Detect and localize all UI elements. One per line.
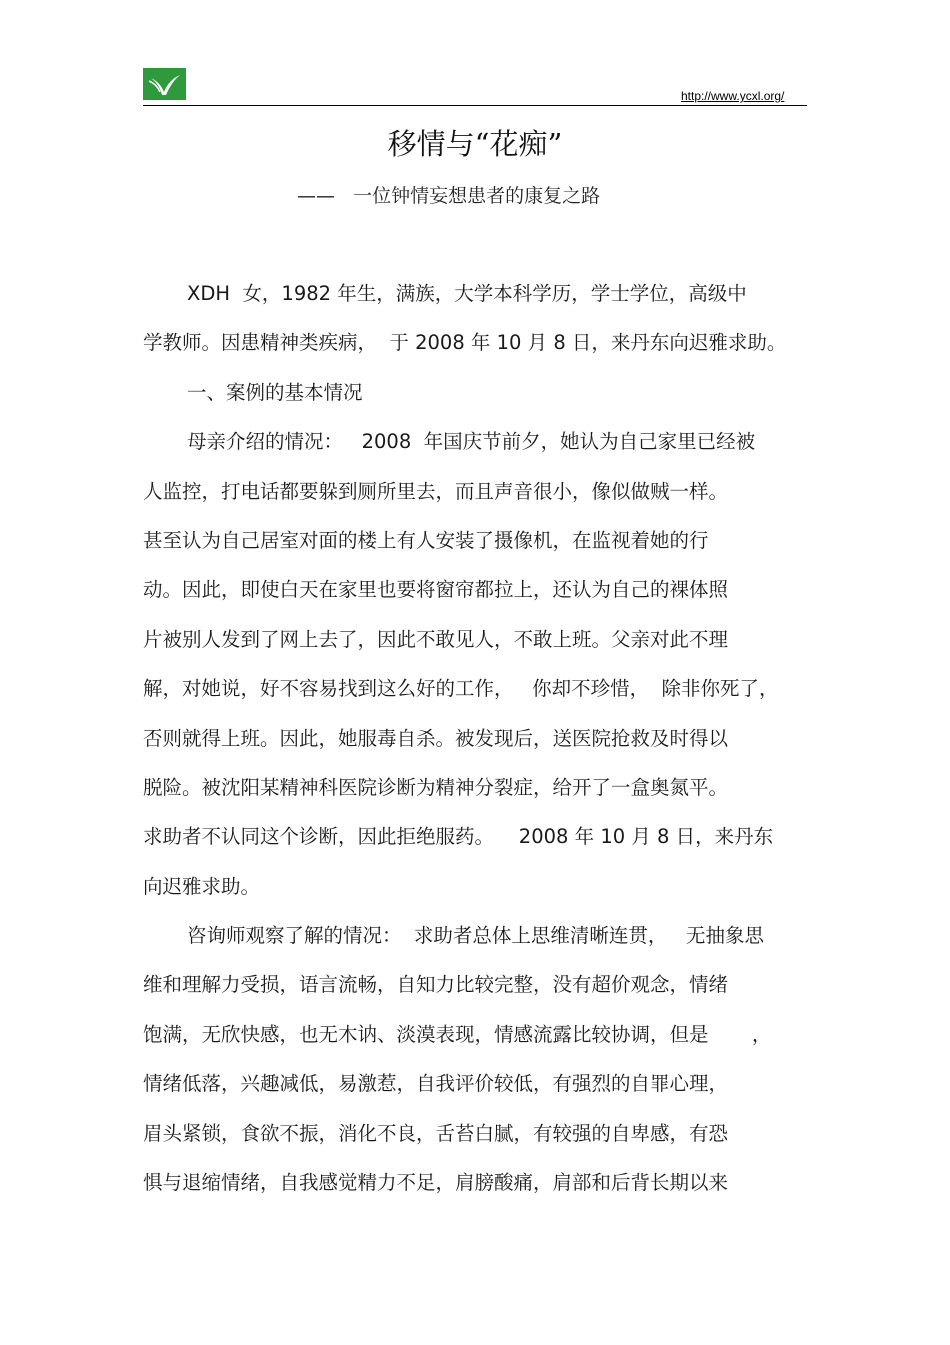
body-line: 咨询师观察了解的情况： 求助者总体上思维清晰连贯， 无抽象思 bbox=[187, 924, 764, 948]
body-line: 惧与退缩情绪，自我感觉精力不足，肩膀酸痛，肩部和后背长期以来 bbox=[143, 1171, 729, 1195]
body-line: 向迟雅求助。 bbox=[143, 874, 261, 898]
document-subtitle: —— 一位钟情妄想患者的康复之路 bbox=[297, 185, 601, 207]
body-line: 解，对她说，好不容易找到这么好的工作， 你却不珍惜， 除非你死了， bbox=[143, 677, 779, 701]
body-line: 眉头紧锁，食欲不振，消化不良，舌苔白腻，有较强的自卑感，有恐 bbox=[143, 1121, 729, 1145]
body-line: 饱满，无欣快感，也无木讷、淡漠表现，情感流露比较协调，但是 ， bbox=[143, 1022, 772, 1046]
body-line: 否则就得上班。因此，她服毒自杀。被发现后，送医院抢救及时得以 bbox=[143, 726, 729, 750]
body-line: 动。因此，即使白天在家里也要将窗帘都拉上，还认为自己的裸体照 bbox=[143, 578, 729, 602]
body-line: 一、案例的基本情况 bbox=[187, 380, 363, 404]
body-line: 学教师。因患精神类疾病， 于 2008 年 10 月 8 日，来丹东向迟雅求助。 bbox=[143, 331, 787, 355]
body-line: XDH 女，1982 年生，满族，大学本科学历，学士学位，高级中 bbox=[187, 282, 747, 305]
document-body bbox=[143, 277, 808, 1215]
body-line: 维和理解力受损，语言流畅，自知力比较完整，没有超价观念，情绪 bbox=[143, 973, 729, 997]
body-line: 母亲介绍的情况： 2008 年国庆节前夕，她认为自己家里已经被 bbox=[187, 430, 756, 454]
site-logo-icon bbox=[143, 68, 186, 100]
header-url-link[interactable]: http://www.ycxl.org/ bbox=[681, 89, 785, 103]
document-title: 移情与“花痴” bbox=[387, 127, 563, 161]
body-line: 甚至认为自己居室对面的楼上有人安装了摄像机，在监视着她的行 bbox=[143, 528, 709, 552]
body-line: 脱险。被沈阳某精神科医院诊断为精神分裂症，给开了一盒奥氮平。 bbox=[143, 775, 729, 799]
body-line: 求助者不认同这个诊断，因此拒绝服药。 2008 年 10 月 8 日，来丹东 bbox=[143, 825, 774, 849]
body-line: 情绪低落，兴趣减低，易激惹，自我评价较低，有强烈的自罪心理， bbox=[143, 1072, 729, 1096]
body-line: 人监控，打电话都要躲到厕所里去，而且声音很小，像似做贼一样。 bbox=[143, 479, 729, 503]
body-line: 片被别人发到了网上去了，因此不敢见人，不敢上班。父亲对此不理 bbox=[143, 627, 729, 651]
header-divider bbox=[143, 105, 807, 106]
